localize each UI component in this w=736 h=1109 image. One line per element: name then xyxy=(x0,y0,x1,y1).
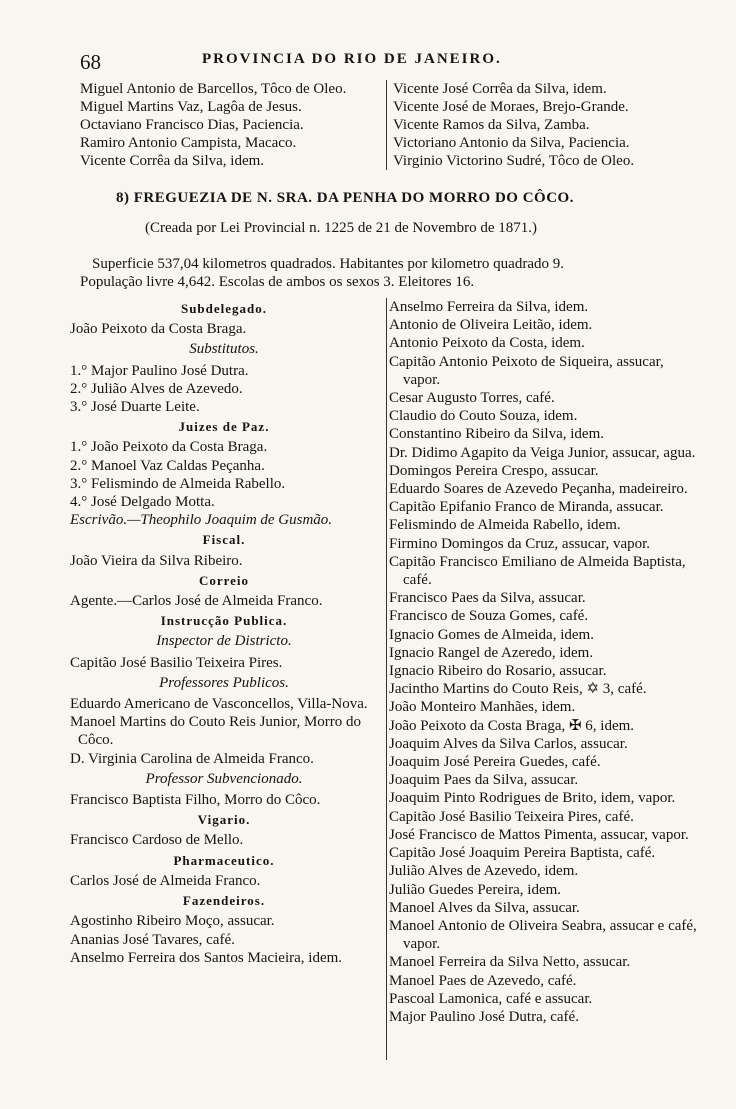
list-item: Francisco Paes da Silva, assucar. xyxy=(389,590,586,607)
list-item: Antonio de Oliveira Leitão, idem. xyxy=(389,317,593,334)
heading-pharmaceutico: Pharmaceutico. xyxy=(173,852,275,868)
section-heading: 8) FREGUEZIA DE N. SRA. DA PENHA DO MORRO DO CÔCO. xyxy=(116,190,574,206)
list-item: Joaquim José Pereira Guedes, café. xyxy=(389,754,601,771)
list-item: Vicente Corrêa da Silva, idem. xyxy=(80,153,265,169)
list-item: Constantino Ribeiro da Silva, idem. xyxy=(389,426,604,443)
list-item: Capitão Francisco Emiliano de Almeida Baptista, café. xyxy=(389,553,686,589)
list-item: Capitão Epifanio Franco de Miranda, assucar. xyxy=(389,499,664,516)
list-item: 3.° Felismindo de Almeida Rabello. xyxy=(70,475,286,492)
list-item: Manoel Antonio de Oliveira Seabra, assucar e café, vapor. xyxy=(389,917,697,953)
heading-substitutos: Substitutos. xyxy=(189,341,259,358)
list-item: João Monteiro Manhães, idem. xyxy=(389,699,576,716)
list-item: Julião Alves de Azevedo, idem. xyxy=(389,863,579,880)
heading-fazendeiros: Fazendeiros. xyxy=(182,893,266,909)
list-item: Miguel Martins Vaz, Lagôa de Jesus. xyxy=(80,99,302,115)
list-item: Vicente José Corrêa da Silva, idem. xyxy=(393,81,607,97)
heading-juizes: Juizes de Paz. xyxy=(178,419,270,435)
heading-instrucao: Instrucção Publica. xyxy=(160,613,288,629)
list-item: Eduardo Americano de Vasconcellos, Villa-Nova. xyxy=(70,696,368,713)
list-item: Ananias José Tavares, café. xyxy=(70,931,235,948)
list-item: Vicente Ramos da Silva, Zamba. xyxy=(393,117,590,133)
list-item: Francisco Baptista Filho, Morro do Côco. xyxy=(70,792,321,809)
list-item: Eduardo Soares de Azevedo Peçanha, madeireiro. xyxy=(389,481,688,498)
list-item: Firmino Domingos da Cruz, assucar, vapor. xyxy=(389,535,651,552)
list-item: Francisco de Souza Gomes, café. xyxy=(389,608,589,625)
left-column xyxy=(70,298,378,967)
created-note: (Creada por Lei Provincial n. 1225 de 21 de Novembro de 1871.) xyxy=(145,220,537,236)
list-item: Anselmo Ferreira da Silva, idem. xyxy=(389,299,589,315)
heading-professores: Professores Publicos. xyxy=(159,674,289,691)
heading-fiscal: Fiscal. xyxy=(202,532,246,548)
heading-subdelegado: Subdelegado. xyxy=(180,301,268,316)
top-right-column xyxy=(393,80,693,170)
list-item: Capitão José Basilio Teixeira Pires, café. xyxy=(389,808,634,825)
list-item: Joaquim Pinto Rodrigues de Brito, idem, vapor. xyxy=(389,790,676,807)
list-item: Vicente José de Moraes, Brejo-Grande. xyxy=(393,99,629,115)
list-item: Anselmo Ferreira dos Santos Macieira, idem. xyxy=(70,949,343,966)
list-item: 1.° João Peixoto da Costa Braga. xyxy=(70,439,268,456)
list-item: Ignacio Rangel de Azeredo, idem. xyxy=(389,644,594,661)
list-item: 4.° José Delgado Motta. xyxy=(70,494,215,511)
list-item: João Vieira da Silva Ribeiro. xyxy=(70,552,243,569)
list-item: Ignacio Ribeiro do Rosario, assucar. xyxy=(389,663,607,680)
list-item: Julião Guedes Pereira, idem. xyxy=(389,881,562,898)
list-item: 2.° Julião Alves de Azevedo. xyxy=(70,380,243,397)
top-left-column xyxy=(80,80,387,170)
list-item: Capitão Antonio Peixoto de Siqueira, assucar, vapor. xyxy=(389,353,664,388)
list-item: 1.° Major Paulino José Dutra. xyxy=(70,362,249,379)
list-item: 2.° Manoel Vaz Caldas Peçanha. xyxy=(70,457,265,474)
list-item: João Peixoto da Costa Braga. xyxy=(70,321,247,338)
list-item: Capitão José Joaquim Pereira Baptista, café. xyxy=(389,845,656,862)
list-item: Dr. Didimo Agapito da Veiga Junior, assucar, agua. xyxy=(389,444,696,461)
list-item: Pascoal Lamonica, café e assucar. xyxy=(389,990,593,1007)
stats-line: Superficie 537,04 kilometros quadrados. Habitantes por kilometro quadrado 9. xyxy=(92,256,564,272)
list-item: D. Virginia Carolina de Almeida Franco. xyxy=(70,750,314,767)
list-item: 3.° José Duarte Leite. xyxy=(70,399,200,416)
running-head: PROVINCIA DO RIO DE JANEIRO. xyxy=(202,51,502,67)
list-item: Ignacio Gomes de Almeida, idem. xyxy=(389,626,594,643)
list-item: João Peixoto da Costa Braga, ✠ 6, idem. xyxy=(389,717,635,734)
list-item: Manoel Martins do Couto Reis Junior, Morro do Côco. xyxy=(70,714,362,749)
heading-inspector: Inspector de Districto. xyxy=(156,633,292,650)
stats-line: População livre 4,642. Escolas de ambos os sexos 3. Eleitores 16. xyxy=(80,274,475,290)
list-item: Carlos José de Almeida Franco. xyxy=(70,872,261,889)
list-item: Victoriano Antonio da Silva, Paciencia. xyxy=(393,135,630,151)
escrivao: Escrivão.—Theophilo Joaquim de Gusmão. xyxy=(70,512,333,529)
list-item: Agostinho Ribeiro Moço, assucar. xyxy=(70,913,275,930)
right-column xyxy=(386,298,701,1060)
list-item: Cesar Augusto Torres, café. xyxy=(389,390,555,407)
agente: Agente.—Carlos José de Almeida Franco. xyxy=(70,593,323,610)
heading-correio: Correio xyxy=(198,572,250,588)
list-item: José Francisco de Mattos Pimenta, assucar, vapor. xyxy=(389,826,689,843)
list-item: Octaviano Francisco Dias, Paciencia. xyxy=(80,117,304,133)
list-item: Major Paulino José Dutra, café. xyxy=(389,1008,579,1025)
list-item: Joaquim Alves da Silva Carlos, assucar. xyxy=(389,735,628,752)
list-item: Capitão José Basilio Teixeira Pires. xyxy=(70,654,283,671)
list-item: Claudio do Couto Souza, idem. xyxy=(389,408,578,425)
stats-block xyxy=(80,255,700,291)
list-item: Francisco Cardoso de Mello. xyxy=(70,832,244,849)
heading-vigario: Vigario. xyxy=(197,812,251,828)
list-item: Manoel Alves da Silva, assucar. xyxy=(389,899,580,916)
list-item: Felismindo de Almeida Rabello, idem. xyxy=(389,517,621,534)
list-item: Miguel Antonio de Barcellos, Tôco de Oleo. xyxy=(80,81,347,97)
page-number: 68 xyxy=(80,50,101,74)
list-item: Jacintho Martins do Couto Reis, ✡ 3, café. xyxy=(389,681,647,698)
list-item: Joaquim Paes da Silva, assucar. xyxy=(389,772,579,789)
list-item: Ramiro Antonio Campista, Macaco. xyxy=(80,135,297,151)
list-item: Manoel Paes de Azevedo, café. xyxy=(389,972,577,989)
list-item: Domingos Pereira Crespo, assucar. xyxy=(389,462,599,479)
list-item: Antonio Peixoto da Costa, idem. xyxy=(389,335,585,352)
list-item: Virginio Victorino Sudré, Tôco de Oleo. xyxy=(393,153,635,169)
list-item: Manoel Ferreira da Silva Netto, assucar. xyxy=(389,954,631,971)
heading-subvencionado: Professor Subvencionado. xyxy=(145,770,303,787)
